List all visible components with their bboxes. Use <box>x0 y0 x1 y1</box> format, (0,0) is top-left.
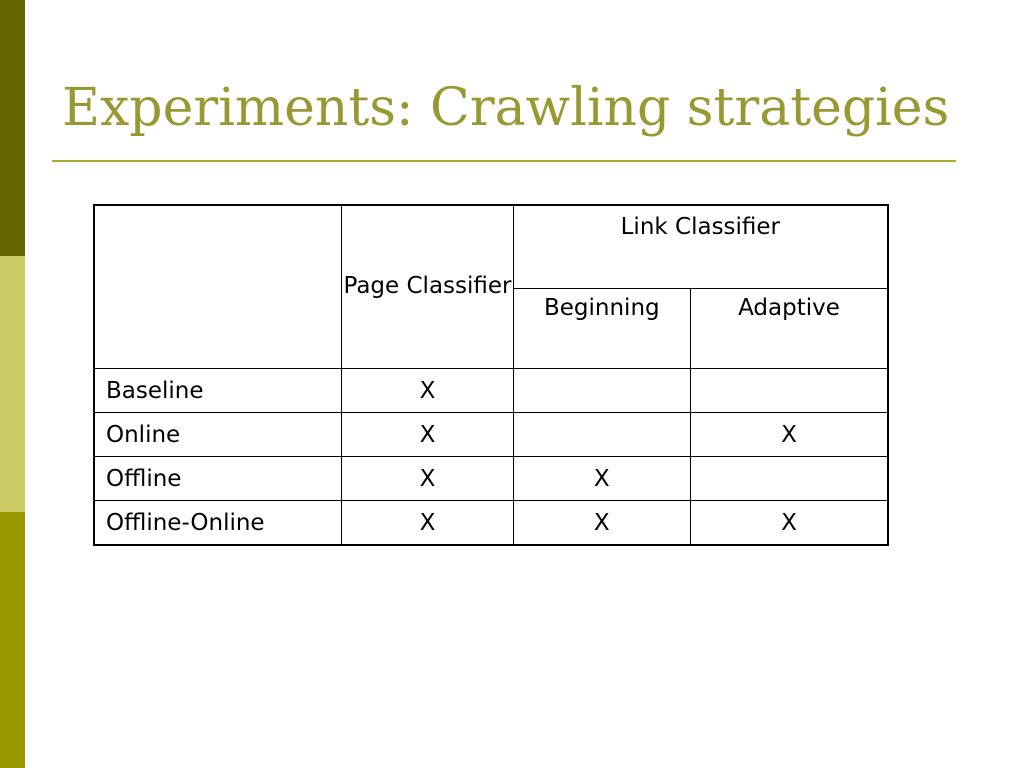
page-classifier-cell: X <box>342 457 513 501</box>
header-beginning: Beginning <box>513 289 690 369</box>
header-adaptive: Adaptive <box>690 289 888 369</box>
header-corner-cell <box>94 205 342 369</box>
table-row <box>94 457 888 501</box>
side-bar-top <box>0 0 25 256</box>
adaptive-cell <box>690 369 888 413</box>
side-bar-middle <box>0 256 25 512</box>
table-header-row <box>94 205 888 289</box>
row-label: Baseline <box>94 369 342 413</box>
row-label: Online <box>94 413 342 457</box>
table-row <box>94 413 888 457</box>
title-underline <box>52 160 956 162</box>
beginning-cell <box>513 413 690 457</box>
table-row <box>94 369 888 413</box>
adaptive-cell: X <box>690 501 888 546</box>
beginning-cell <box>513 369 690 413</box>
slide-title: Experiments: Crawling strategies <box>62 78 950 138</box>
page-classifier-cell: X <box>342 369 513 413</box>
header-link-classifier: Link Classifier <box>513 205 888 289</box>
strategies-table <box>93 204 889 546</box>
page-classifier-cell: X <box>342 501 513 546</box>
adaptive-cell: X <box>690 413 888 457</box>
page-classifier-cell: X <box>342 413 513 457</box>
table-row <box>94 501 888 546</box>
beginning-cell: X <box>513 501 690 546</box>
row-label: Offline <box>94 457 342 501</box>
adaptive-cell <box>690 457 888 501</box>
beginning-cell: X <box>513 457 690 501</box>
header-page-classifier: Page Classifier <box>342 205 513 369</box>
side-bar-bottom <box>0 512 25 768</box>
row-label: Offline-Online <box>94 501 342 546</box>
